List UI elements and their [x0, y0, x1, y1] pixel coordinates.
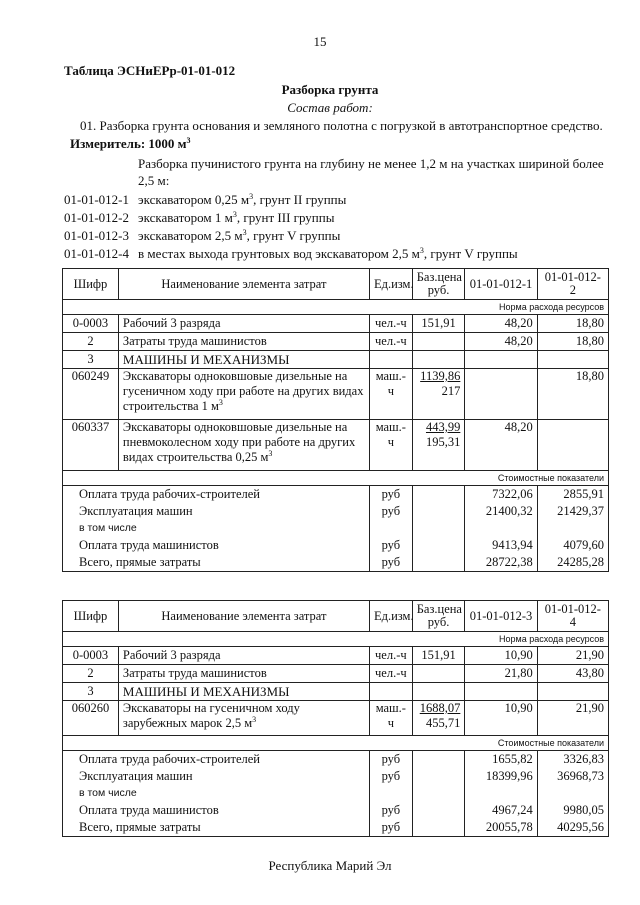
col-header-variant: 01-01-012-4 — [537, 601, 608, 632]
col-header-variant: 01-01-012-3 — [465, 601, 537, 632]
variant-code: 01-01-012-3 — [64, 228, 129, 243]
section-row-norms: Норма расхода ресурсов — [63, 300, 609, 315]
meter-label: Измеритель: 1000 м — [70, 136, 187, 151]
cost-row-total: Всего, прямые затраты руб 28722,38 24285,28 — [63, 554, 609, 572]
col-header-unit: Ед.изм. — [369, 601, 412, 632]
variant-item: 01-01-012-3 экскаватором 2,5 $м^3$, грунт V группы — [64, 228, 341, 243]
table-row: 2 Затраты труда машинистов чел.-ч 21,80 43,80 — [63, 665, 609, 683]
col-header-name: Наименование элемента затрат — [118, 269, 369, 300]
table-title: Таблица ЭСНиЕРр-01-01-012 — [64, 63, 236, 78]
table-row: 060260 Экскаваторы на гусеничном ходу зарубежных марок 2,5 $м^3$ маш.-ч 1688,07 455,71 10,90 21,90 — [63, 701, 609, 736]
description: Разборка пучинистого грунта на глубину не менее 1,2 м на участках шириной более 2,5 м: — [138, 156, 604, 188]
page-number: 15 — [313, 34, 327, 49]
work-item: 01. Разборка грунта основания и земляного полотна с погрузкой в автотранспортное средство. — [80, 118, 603, 133]
variant-item: 01-01-012-4 в местах выхода грунтовых вод экскаватором 2,5 $м^3$, грунт V группы — [64, 246, 518, 261]
table-row: 060249 Экскаваторы одноковшовые дизельные на гусеничном ходу при работе на других видах строительства 1 $м^3$ маш.-ч 1139,86 217 18,80 — [63, 369, 609, 420]
table-row: 060337 Экскаваторы одноковшовые дизельные на пневмоколесном ходу при работе на других видах строительства 0,25 $м^3$ маш.-ч 443,99 195,31 48,20 — [63, 420, 609, 471]
variant-item: 01-01-012-1 экскаватором 0,25 $м^3$, грунт II группы — [64, 192, 347, 207]
meter: Измеритель: 1000 $м^3$ — [70, 136, 191, 151]
table-row: 2 Затраты труда машинистов чел.-ч 48,20 18,80 — [63, 333, 609, 351]
section-row-costs: Стоимостные показатели — [63, 471, 609, 486]
section-row-costs: Стоимостные показатели — [63, 736, 609, 751]
variant-code: 01-01-012-1 — [64, 192, 129, 207]
col-header-variant: 01-01-012-2 — [537, 269, 608, 300]
norms-table-2 — [62, 600, 609, 837]
variant-code: 01-01-012-4 — [64, 246, 129, 261]
work-composition-heading: Состав работ: — [287, 100, 373, 115]
col-header-price: Баз.цена руб. — [412, 269, 465, 300]
col-header-code: Шифр — [63, 601, 119, 632]
cost-row-labor: Оплата труда рабочих-строителей руб 1655,82 3326,83 — [63, 751, 609, 769]
page-footer: Республика Марий Эл — [268, 858, 392, 873]
col-header-name: Наименование элемента затрат — [118, 601, 369, 632]
cost-row-including: в том числе — [63, 785, 609, 802]
variant-item: 01-01-012-2 экскаватором 1 $м^3$, грунт III группы — [64, 210, 335, 225]
col-header-unit: Ед.изм. — [369, 269, 412, 300]
table-header-row — [63, 269, 609, 300]
table-row-machines-header: 3 МАШИНЫ И МЕХАНИЗМЫ — [63, 351, 609, 369]
section-row-norms: Норма расхода ресурсов — [63, 632, 609, 647]
col-header-variant: 01-01-012-1 — [465, 269, 537, 300]
cost-row-labor: Оплата труда рабочих-строителей руб 7322,06 2855,91 — [63, 486, 609, 504]
section-heading: Разборка грунта — [281, 82, 379, 97]
cost-row-operators: Оплата труда машинистов руб 4967,24 9980,05 — [63, 802, 609, 819]
cost-row-total: Всего, прямые затраты руб 20055,78 40295,56 — [63, 819, 609, 837]
cost-row-including: в том числе — [63, 520, 609, 537]
table-row: 0-0003 Рабочий 3 разряда чел.-ч 151,91 48,20 18,80 — [63, 315, 609, 333]
cost-row-machines: Эксплуатация машин руб 18399,96 36968,73 — [63, 768, 609, 785]
col-header-code: Шифр — [63, 269, 119, 300]
table-row-machines-header: 3 МАШИНЫ И МЕХАНИЗМЫ — [63, 683, 609, 701]
col-header-price: Баз.цена руб. — [412, 601, 465, 632]
cost-row-operators: Оплата труда машинистов руб 9413,94 4079,60 — [63, 537, 609, 554]
variant-code: 01-01-012-2 — [64, 210, 129, 225]
table-row: 0-0003 Рабочий 3 разряда чел.-ч 151,91 10,90 21,90 — [63, 647, 609, 665]
cost-row-machines: Эксплуатация машин руб 21400,32 21429,37 — [63, 503, 609, 520]
table-header-row — [63, 601, 609, 632]
norms-table-1 — [62, 268, 609, 572]
